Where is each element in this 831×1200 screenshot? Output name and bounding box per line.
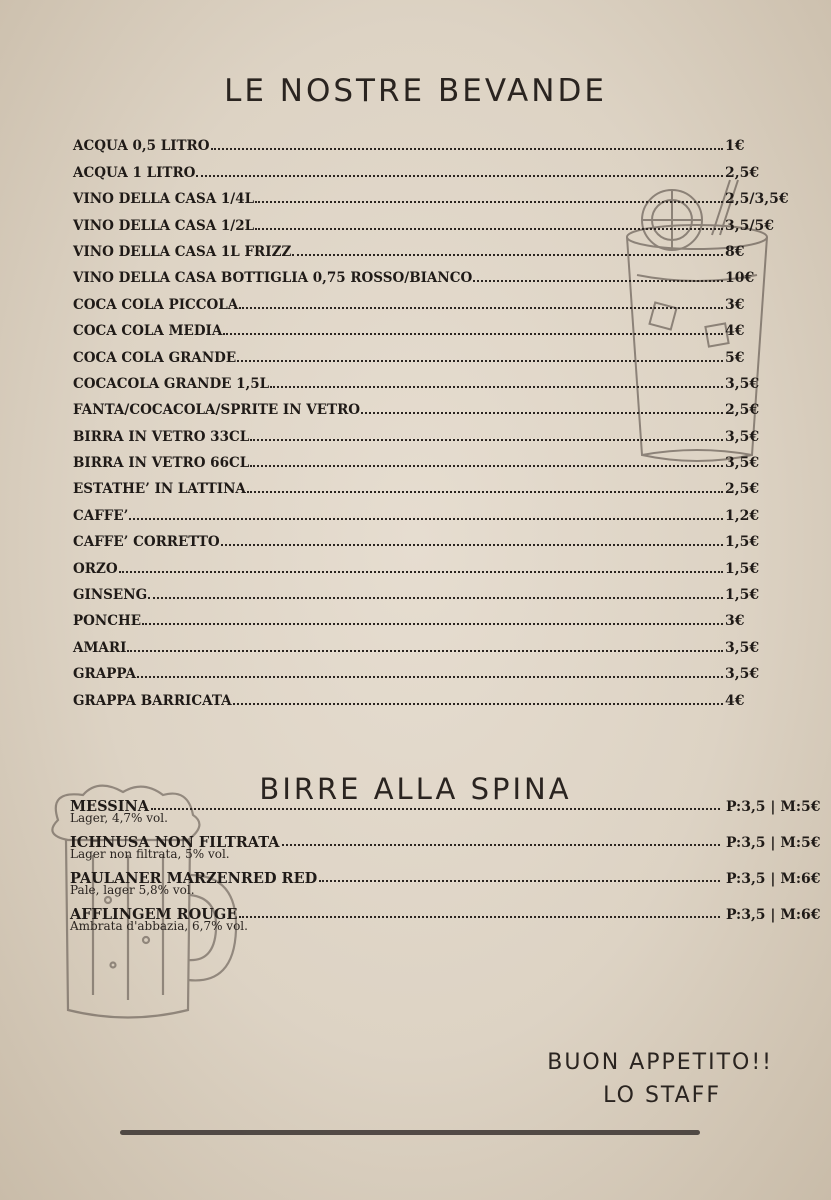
beer-name: AFFLINGEM ROUGE bbox=[70, 906, 238, 923]
dotted-leader bbox=[255, 201, 723, 203]
dotted-leader bbox=[137, 676, 723, 678]
drink-row bbox=[73, 181, 789, 208]
drink-row bbox=[73, 445, 773, 471]
drink-name: VINO DELLA CASA 1/4L bbox=[73, 191, 255, 208]
drink-name: GINSENG bbox=[73, 587, 148, 604]
drink-name: BIRRA IN VETRO 33CL bbox=[73, 428, 250, 445]
dotted-leader bbox=[127, 650, 723, 652]
drink-row bbox=[73, 366, 773, 392]
drink-price: 1,5€ bbox=[725, 587, 760, 604]
beer-row bbox=[70, 834, 830, 870]
drink-price: 4€ bbox=[725, 323, 745, 340]
beer-section-heading: BIRRE ALLA SPINA bbox=[259, 772, 572, 807]
drink-name: COCA COLA PICCOLA bbox=[73, 296, 239, 313]
drink-price: 4€ bbox=[725, 692, 745, 709]
drink-price: 2,5€ bbox=[725, 402, 760, 419]
drink-name: AMARI bbox=[73, 639, 127, 656]
drink-name: CAFFE’ CORRETTO bbox=[73, 534, 220, 551]
drink-name: VINO DELLA CASA 1L FRIZZ bbox=[73, 243, 292, 260]
beer-name: PAULANER MARZENRED RED bbox=[70, 870, 318, 887]
dotted-leader bbox=[196, 175, 723, 177]
drink-name: ORZO bbox=[73, 560, 118, 577]
dotted-leader bbox=[247, 491, 723, 493]
drink-name: VINO DELLA CASA BOTTIGLIA 0,75 ROSSO/BIANCO bbox=[73, 270, 473, 287]
beer-description: Pale, lager 5,8% vol. bbox=[70, 883, 195, 897]
beer-row bbox=[70, 870, 830, 906]
drink-price: 1€ bbox=[725, 138, 745, 155]
drink-row bbox=[73, 339, 773, 365]
dotted-leader bbox=[119, 571, 723, 573]
drinks-list bbox=[73, 128, 789, 709]
dotted-leader bbox=[148, 597, 723, 599]
drink-price: 1,5€ bbox=[725, 560, 760, 577]
closing-signature: LO STAFF bbox=[603, 1083, 721, 1108]
bottom-divider bbox=[120, 1130, 700, 1135]
drink-price: 2,5/3,5€ bbox=[725, 191, 789, 208]
draft-beers-list bbox=[70, 798, 830, 942]
dotted-leader bbox=[292, 254, 723, 256]
drink-price: 3€ bbox=[725, 296, 745, 313]
drink-row bbox=[73, 286, 773, 312]
drink-price: 3,5€ bbox=[725, 639, 760, 656]
drink-price: 3,5€ bbox=[725, 428, 760, 445]
drink-name: COCACOLA GRANDE 1,5L bbox=[73, 375, 270, 392]
dotted-leader bbox=[211, 148, 723, 150]
dotted-leader bbox=[239, 307, 723, 309]
drink-name: ESTATHE’ IN LATTINA bbox=[73, 481, 246, 498]
beer-price: P:3,5 | M:6€ bbox=[726, 907, 821, 923]
drink-price: 3,5€ bbox=[725, 455, 760, 472]
drink-price: 5€ bbox=[725, 349, 745, 366]
drink-price: 8€ bbox=[725, 243, 745, 260]
beer-name: ICHNUSA NON FILTRATA bbox=[70, 834, 280, 851]
page-title: LE NOSTRE BEVANDE bbox=[224, 72, 607, 109]
dotted-leader bbox=[151, 808, 720, 810]
drink-name: BIRRA IN VETRO 66CL bbox=[73, 455, 250, 472]
drink-row bbox=[73, 128, 773, 154]
drink-row bbox=[73, 577, 773, 603]
dotted-leader bbox=[250, 439, 723, 441]
drink-row bbox=[73, 629, 773, 655]
drink-row bbox=[73, 656, 773, 682]
dotted-leader bbox=[270, 386, 723, 388]
drink-price: 1,5€ bbox=[725, 534, 760, 551]
drink-name: PONCHE bbox=[73, 613, 142, 630]
beer-name: MESSINA bbox=[70, 798, 150, 815]
drink-row bbox=[73, 234, 773, 260]
drink-price: 10€ bbox=[725, 270, 755, 287]
dotted-leader bbox=[255, 228, 723, 230]
beer-description: Ambrata d'abbazia, 6,7% vol. bbox=[70, 919, 248, 933]
drink-row bbox=[73, 524, 773, 550]
beer-description: Lager, 4,7% vol. bbox=[70, 811, 168, 825]
drink-row bbox=[73, 682, 773, 708]
dotted-leader bbox=[223, 333, 723, 335]
dotted-leader bbox=[250, 465, 723, 467]
dotted-leader bbox=[361, 412, 723, 414]
drink-name: FANTA/COCACOLA/SPRITE IN VETRO bbox=[73, 402, 361, 419]
drink-price: 3,5/5€ bbox=[725, 217, 774, 234]
drink-name: CAFFE’ bbox=[73, 507, 129, 524]
beer-row bbox=[70, 798, 830, 834]
dotted-leader bbox=[239, 916, 720, 918]
drink-row bbox=[73, 497, 773, 523]
dotted-leader bbox=[473, 280, 723, 282]
drink-row bbox=[73, 313, 773, 339]
drink-price: 1,2€ bbox=[725, 507, 760, 524]
beer-row bbox=[70, 906, 830, 942]
closing-greeting: BUON APPETITO!! bbox=[547, 1050, 773, 1075]
beer-price: P:3,5 | M:5€ bbox=[726, 835, 821, 851]
drink-row bbox=[73, 603, 773, 629]
drink-name: COCA COLA MEDIA bbox=[73, 323, 223, 340]
dotted-leader bbox=[142, 623, 723, 625]
drink-name: GRAPPA bbox=[73, 666, 137, 683]
dotted-leader bbox=[319, 880, 720, 882]
drink-price: 2,5€ bbox=[725, 481, 760, 498]
dotted-leader bbox=[129, 518, 723, 520]
drink-name: VINO DELLA CASA 1/2L bbox=[73, 217, 255, 234]
drink-row bbox=[73, 550, 773, 576]
dotted-leader bbox=[233, 703, 723, 705]
drink-name: COCA COLA GRANDE bbox=[73, 349, 237, 366]
drink-name: GRAPPA BARRICATA bbox=[73, 692, 232, 709]
dotted-leader bbox=[282, 844, 720, 846]
drink-price: 3,5€ bbox=[725, 666, 760, 683]
drink-row bbox=[73, 207, 773, 233]
drink-name: ACQUA 1 LITRO bbox=[73, 164, 196, 181]
drink-row bbox=[73, 154, 773, 180]
drink-price: 3€ bbox=[725, 613, 745, 630]
beer-price: P:3,5 | M:5€ bbox=[726, 799, 821, 815]
drink-price: 3,5€ bbox=[725, 375, 760, 392]
drink-name: ACQUA 0,5 LITRO bbox=[73, 138, 210, 155]
drink-row bbox=[73, 260, 773, 286]
drink-row bbox=[73, 392, 773, 418]
drink-price: 2,5€ bbox=[725, 164, 760, 181]
drink-row bbox=[73, 471, 773, 497]
drink-row bbox=[73, 418, 773, 444]
dotted-leader bbox=[221, 544, 723, 546]
beer-description: Lager non filtrata, 5% vol. bbox=[70, 847, 230, 861]
beer-price: P:3,5 | M:6€ bbox=[726, 871, 821, 887]
dotted-leader bbox=[237, 360, 723, 362]
